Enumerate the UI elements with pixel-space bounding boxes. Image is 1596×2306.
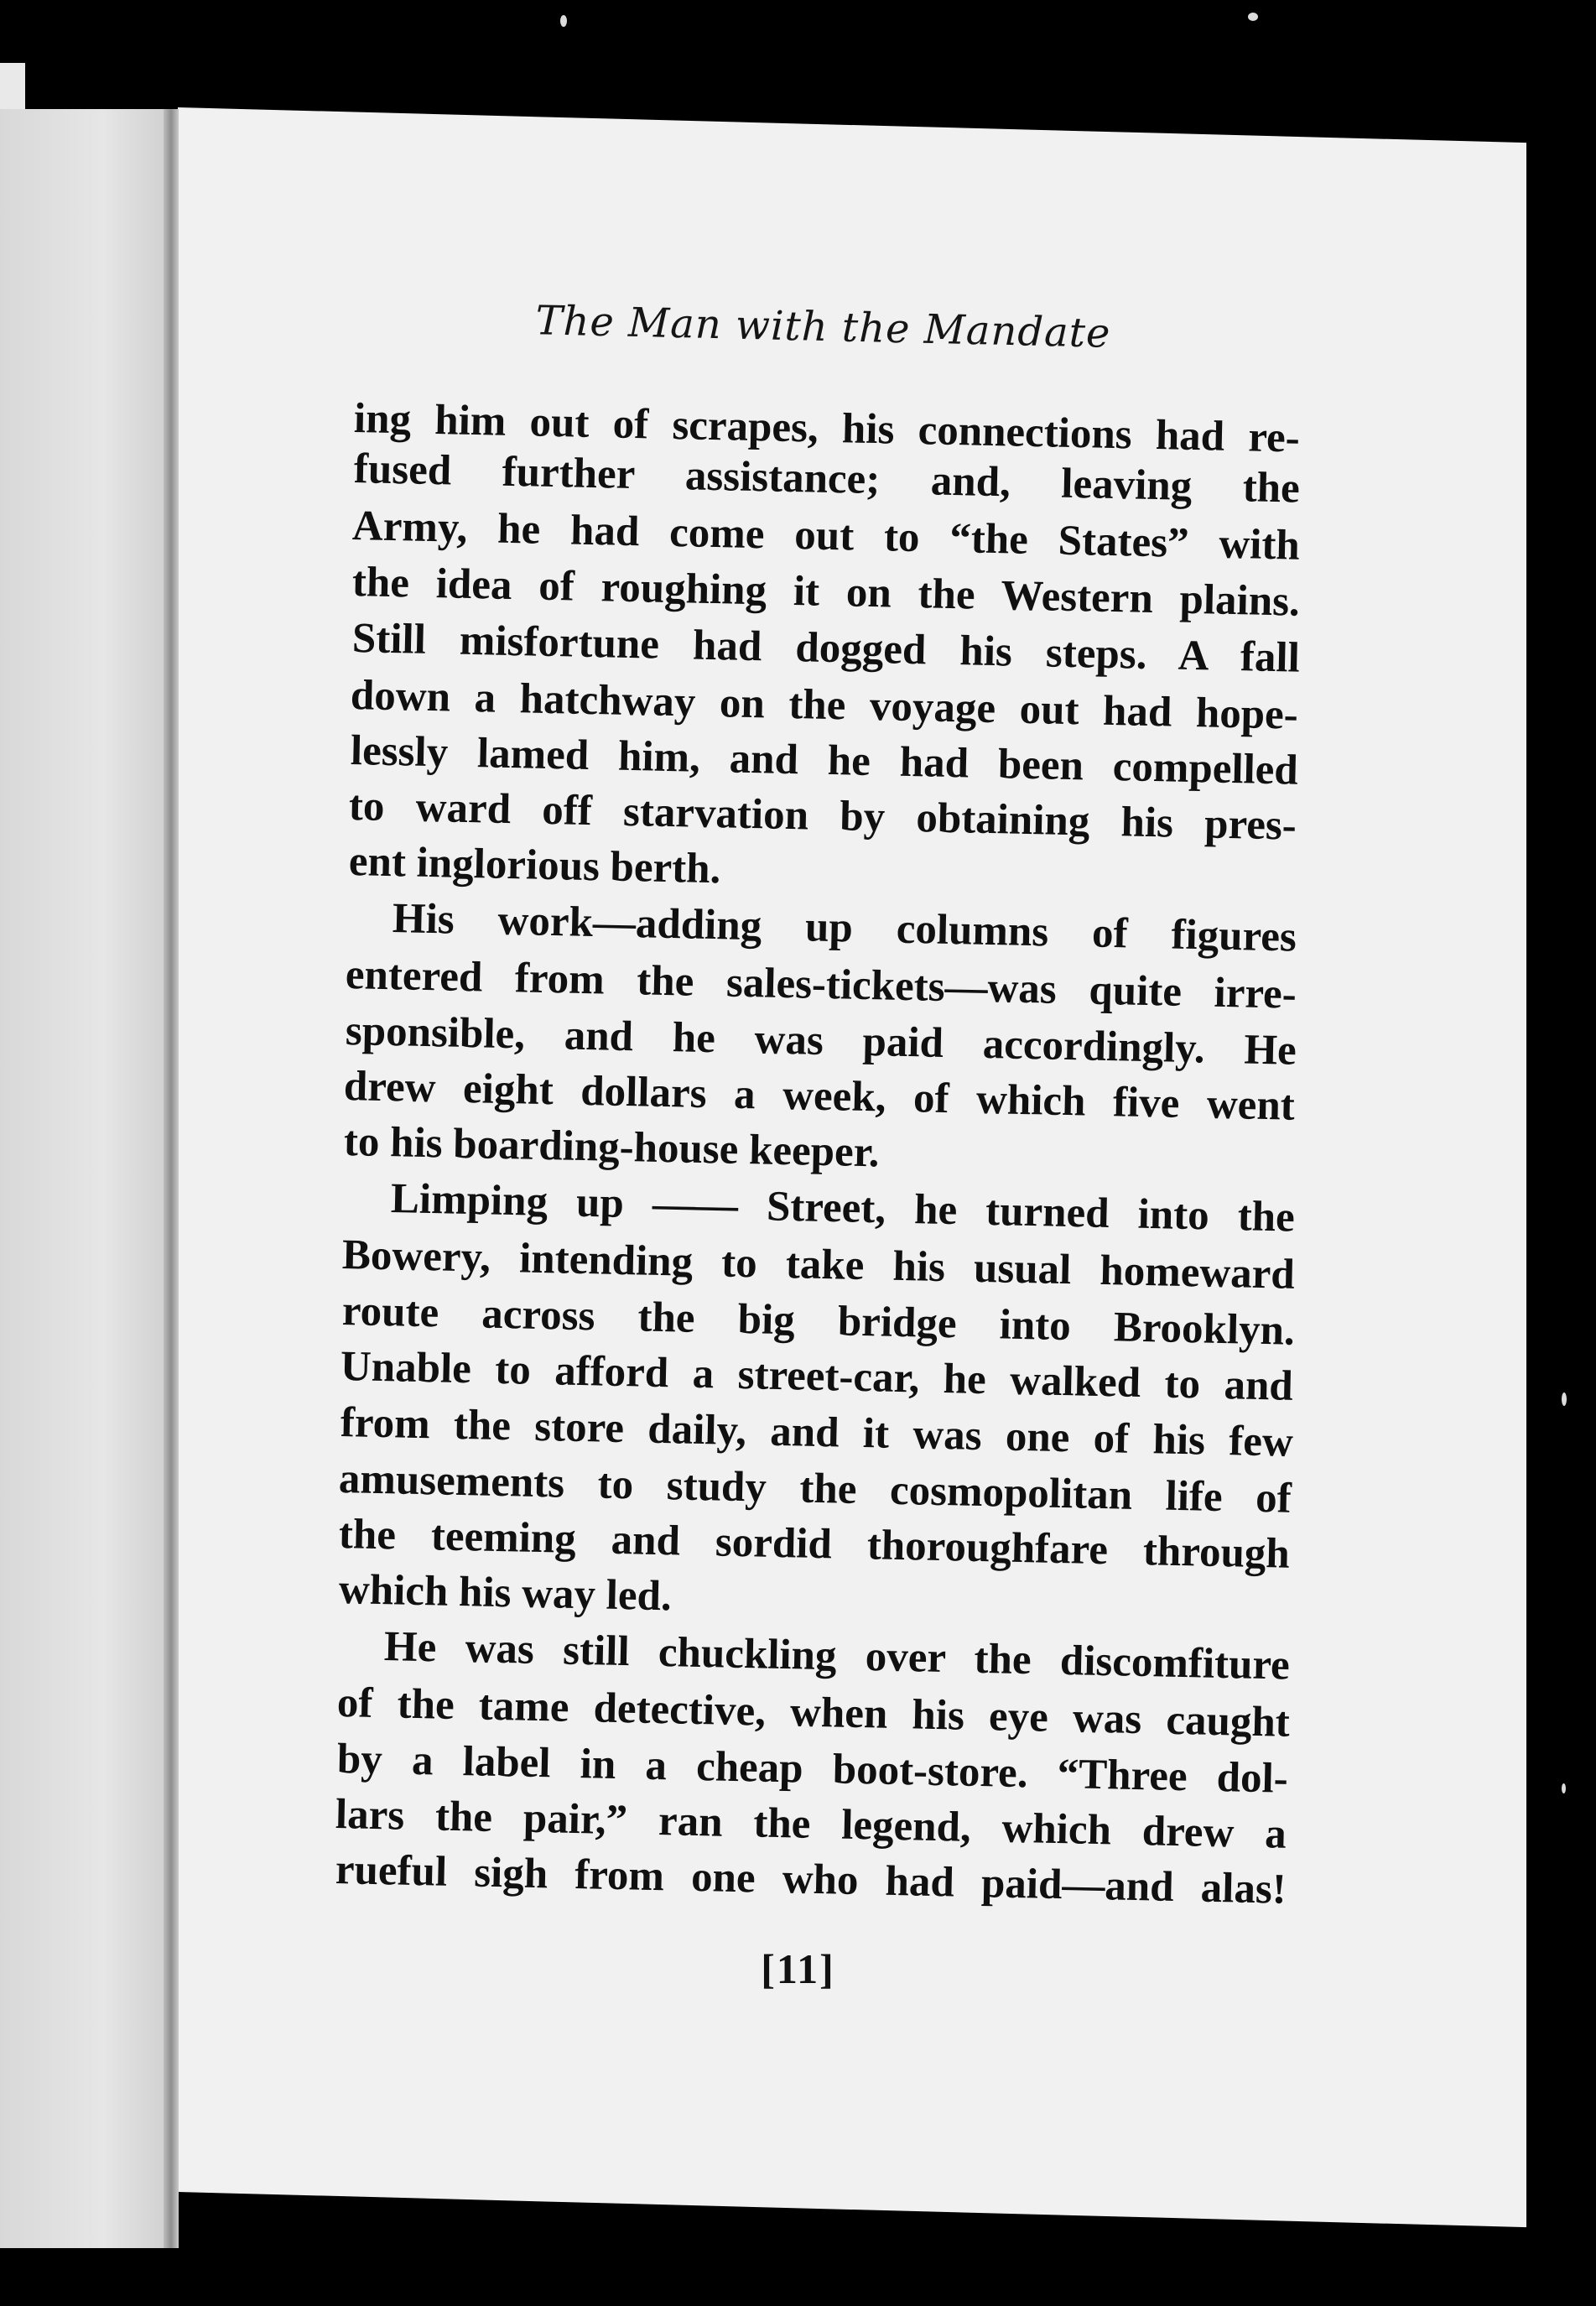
text-line: Still misfortune had dogged his steps. A fall bbox=[351, 615, 1301, 682]
text-line: which his way led. bbox=[338, 1566, 673, 1621]
page-number: [11] bbox=[761, 1945, 835, 1992]
text-line: by a label in a cheap boot-store. “Three dol- bbox=[336, 1736, 1289, 1803]
text-line: lessly lamed him, and he had been compelled bbox=[350, 727, 1299, 794]
text-line: entered from the sales-tickets—was quite irre- bbox=[345, 951, 1297, 1018]
text-line: rueful sigh from one who had paid—and alas! bbox=[335, 1846, 1287, 1913]
text-line: sponsible, and he was paid accordingly. He bbox=[345, 1007, 1297, 1075]
text-line: to his boarding-house keeper. bbox=[343, 1118, 880, 1177]
text-line: Bowery, intending to take his usual homeward bbox=[341, 1231, 1296, 1299]
scan-speck bbox=[1562, 1392, 1567, 1406]
running-head: The Man with the Mandate bbox=[534, 297, 1112, 357]
text-line: to ward off starvation by obtaining his pres- bbox=[348, 783, 1297, 850]
text-line: ent inglorious berth. bbox=[348, 838, 721, 893]
text-line: down a hatchway on the voyage out had hope- bbox=[350, 672, 1299, 739]
text-line: Limping up —— Street, he turned into the bbox=[390, 1175, 1296, 1241]
text-line: His work—adding up columns of figures bbox=[392, 895, 1297, 961]
scan-speck bbox=[1248, 13, 1258, 21]
text-line: Army, he had come out to “the States” with bbox=[351, 502, 1301, 570]
scan-speck bbox=[560, 15, 567, 27]
text-line: route across the big bridge into Brooklyn. bbox=[341, 1288, 1296, 1355]
text-line: fused further assistance; and, leaving the bbox=[353, 445, 1301, 513]
text-line: drew eight dollars a week, of which five went bbox=[343, 1063, 1296, 1130]
text-line: amusements to study the cosmopolitan life of bbox=[338, 1455, 1292, 1523]
scan-speck bbox=[1562, 1783, 1566, 1793]
text-line: ing him out of scrapes, his connections had re- bbox=[353, 395, 1301, 462]
text-line: from the store daily, and it was one of his few bbox=[340, 1399, 1294, 1466]
text-line: the idea of roughing it on the Western plains. bbox=[351, 559, 1301, 626]
text-line: Unable to afford a street-car, he walked to and bbox=[340, 1343, 1294, 1410]
text-line: the teeming and sordid thoroughfare through bbox=[338, 1511, 1291, 1578]
text-line: He was still chuckling over the discomfiture bbox=[383, 1623, 1291, 1689]
text-line: of the tame detective, when his eye was caught bbox=[336, 1679, 1291, 1746]
text-line: lars the pair,” ran the legend, which drew a bbox=[335, 1791, 1287, 1858]
